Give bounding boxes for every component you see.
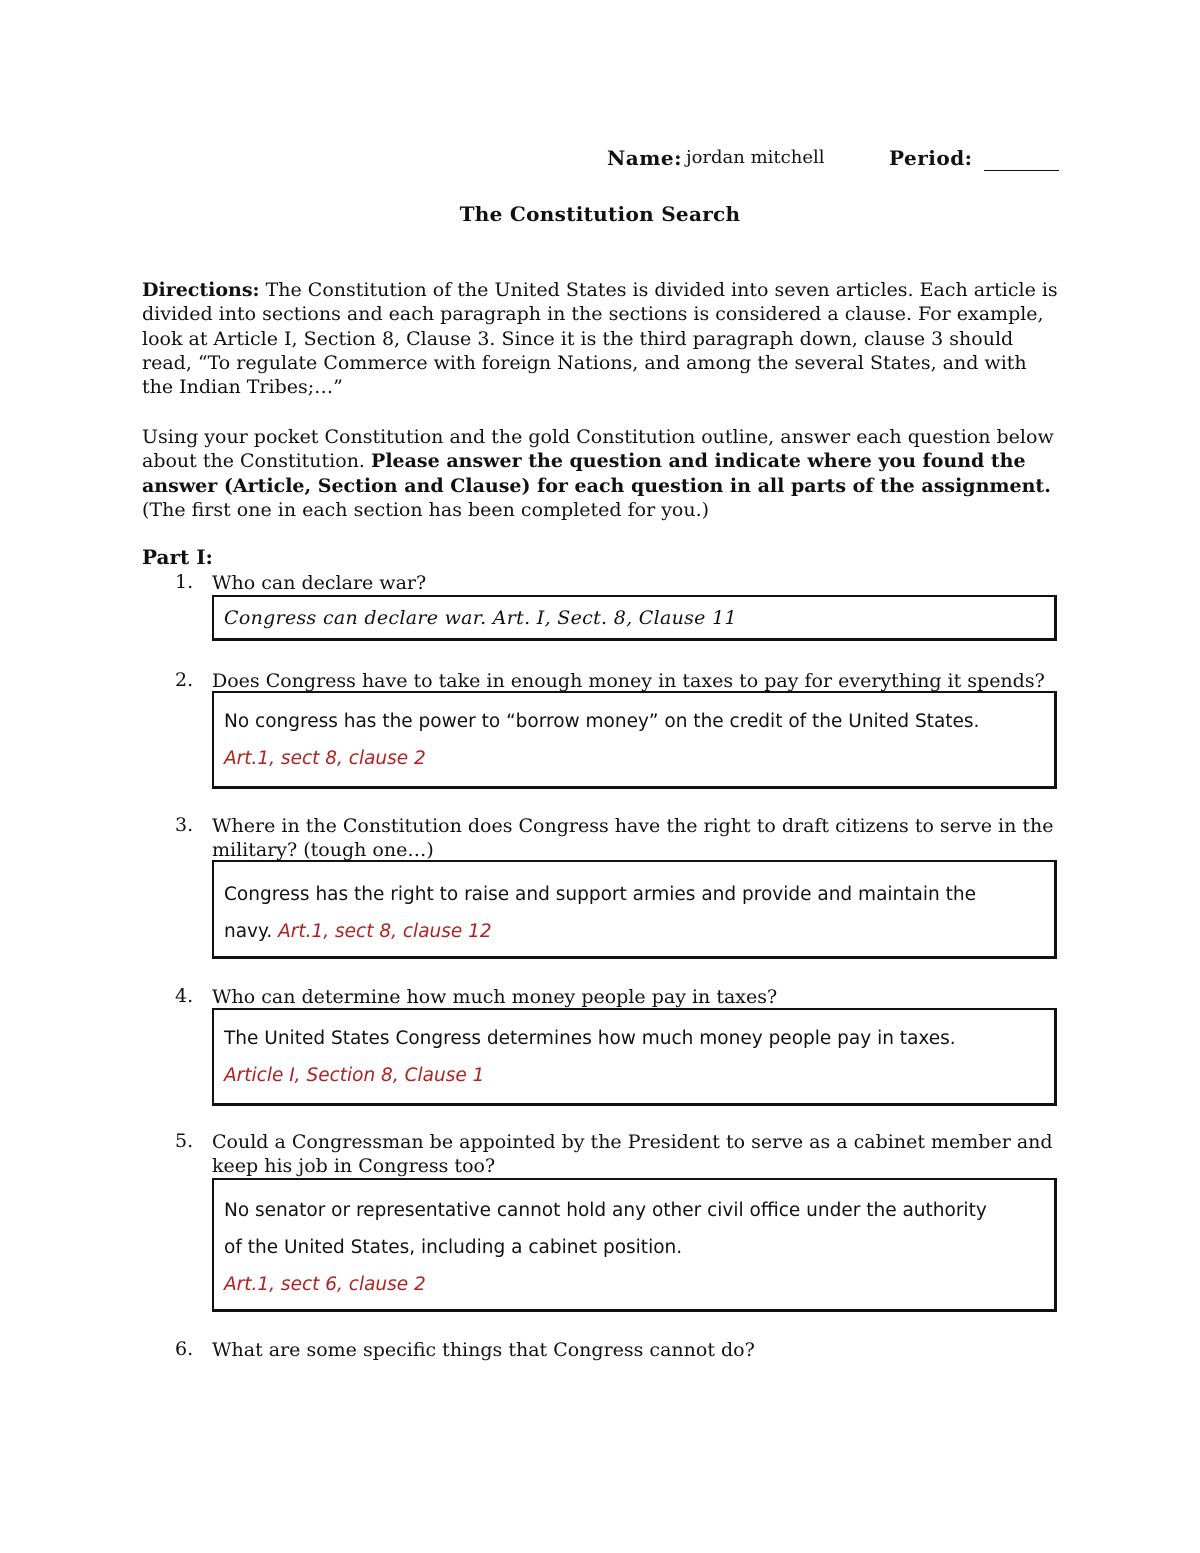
answer-reference: Article I, Section 8, Clause 1 bbox=[224, 1065, 485, 1086]
question-text: What are some specific things that Congress cannot do? bbox=[212, 1339, 755, 1361]
name-label: Name: bbox=[607, 146, 683, 170]
question-number: 6. bbox=[175, 1338, 194, 1360]
answer-text-continued bbox=[224, 913, 1044, 950]
answer-box[interactable] bbox=[212, 595, 1057, 641]
name-value: jordan mitchell bbox=[686, 147, 825, 168]
directions-text: The Constitution of the United States is divided into seven articles. Each article is divided into sections and each paragraph in the sections is considered a clause. For example, look at Article I, Section 8, Clause 3. Since it is the third paragraph down, clause 3 should read, “To regulate Commerce with foreign Nations, and among the several States, and with the Indian Tribes;…” bbox=[142, 279, 1058, 399]
question-text: Could a Congressman be appointed by the President to serve as a cabinet member and keep his job in Congress too? bbox=[212, 1131, 1053, 1178]
answer-box[interactable] bbox=[212, 1178, 1057, 1312]
question-number: 2. bbox=[175, 669, 194, 691]
instructions-note: (The first one in each section has been completed for you.) bbox=[142, 498, 710, 521]
answer-box[interactable] bbox=[212, 860, 1057, 959]
period-label: Period: bbox=[889, 146, 973, 170]
answer-text: Congress has the right to raise and support armies and provide and maintain the bbox=[224, 884, 976, 905]
answer-box[interactable] bbox=[212, 1008, 1057, 1106]
part-title: Part I: bbox=[142, 545, 213, 569]
question-text: Who can declare war? bbox=[212, 572, 427, 594]
answer-text: No senator or representative cannot hold any other civil office under the authority bbox=[224, 1200, 987, 1221]
answer-reference: Art.1, sect 8, clause 12 bbox=[278, 921, 492, 942]
answer-text-word: navy. bbox=[224, 921, 273, 942]
answer-text: The United States Congress determines how much money people pay in taxes. bbox=[224, 1028, 956, 1049]
question-number: 4. bbox=[175, 985, 194, 1007]
period-blank-line bbox=[984, 170, 1059, 171]
answer-reference: Art.1, sect 8, clause 2 bbox=[224, 748, 426, 769]
question-text: Where in the Constitution does Congress have the right to draft citizens to serve in the military? (tough one…) bbox=[212, 815, 1054, 862]
page-title: The Constitution Search bbox=[459, 202, 741, 226]
question-text: Who can determine how much money people pay in taxes? bbox=[212, 986, 778, 1008]
answer-text: No congress has the power to “borrow money” on the credit of the United States. bbox=[224, 711, 980, 732]
answer-reference: Art.1, sect 6, clause 2 bbox=[224, 1274, 426, 1295]
instructions-paragraph bbox=[142, 425, 1062, 522]
answer-text-continued: of the United States, including a cabinet position. bbox=[224, 1237, 683, 1258]
instructions-bold-text: Please answer the question and indicate where you found the answer (Article, Section and Clause) for each question in all parts of the assignment. bbox=[142, 450, 1051, 497]
directions-label: Directions: bbox=[142, 279, 260, 301]
question-number: 3. bbox=[175, 814, 194, 836]
answer-box[interactable] bbox=[212, 691, 1057, 789]
question-text: Does Congress have to take in enough money in taxes to pay for everything it spends? bbox=[212, 670, 1045, 692]
instructions-text: Using your pocket Constitution and the gold Constitution outline, answer each question below about the Constitution. bbox=[142, 426, 1054, 473]
header bbox=[0, 146, 1200, 176]
question-number: 5. bbox=[175, 1130, 194, 1152]
directions-paragraph bbox=[142, 278, 1062, 399]
answer-text: Congress can declare war. Art. I, Sect. 8, Clause 11 bbox=[224, 607, 737, 629]
question-number: 1. bbox=[175, 571, 194, 593]
